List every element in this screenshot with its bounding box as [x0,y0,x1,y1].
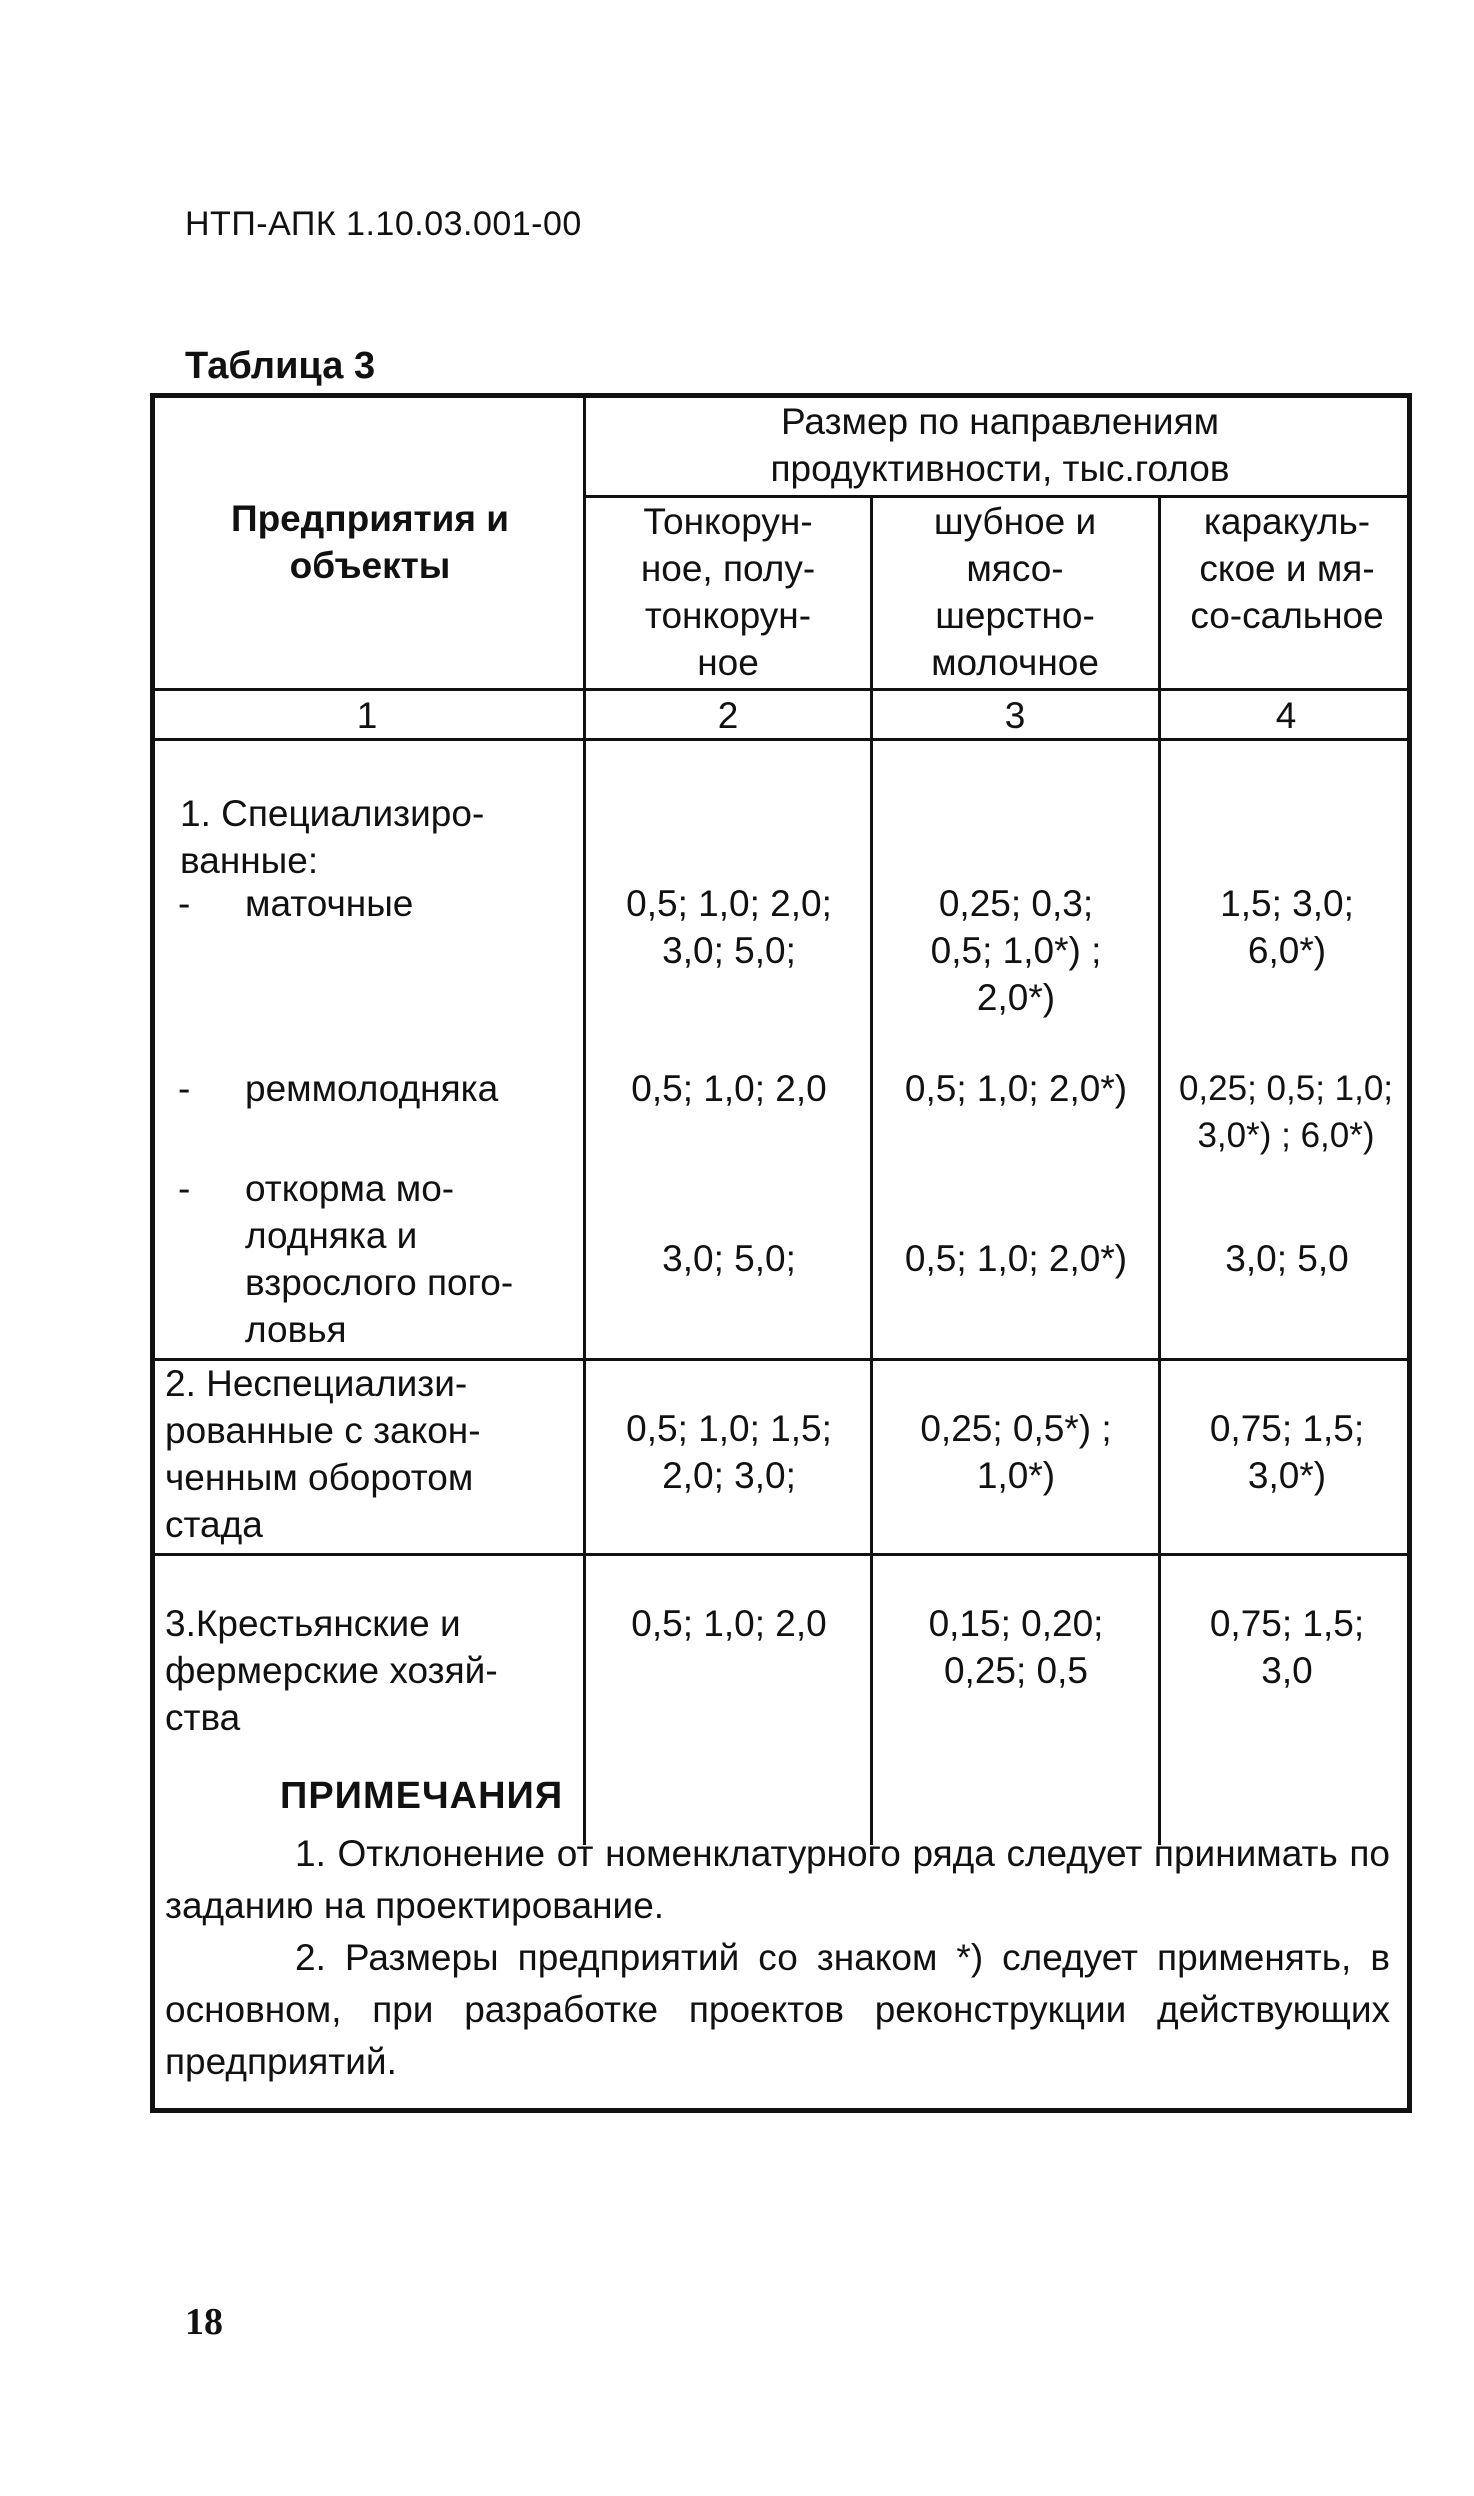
row-breeding-dash: - [178,883,191,924]
row-replacement-label: реммолодняка [245,1068,499,1109]
row-fattening-label: откорма мо- лодняка и взрослого пого- ловья [245,1168,514,1350]
col-number-1: 1 [356,695,378,736]
row-peasant-farms-label: 3.Крестьянские и фермерские хозяй- ства [165,1603,498,1738]
row-breeding-label: маточные [245,883,414,924]
header-fine-wool: Тонкорун- ное, полу- тонкорун- ное [640,501,816,683]
col-number-4: 4 [1275,695,1297,736]
note-1: 1. Отклонение от номенклатурного ряда следует принимать по заданию на проектирование. [165,1833,1390,1926]
row-peasant-farms-col4: 0,75; 1,5; 3,0 [1209,1603,1365,1691]
row-fattening-col4: 3,0; 5,0 [1225,1238,1349,1279]
row-specialized-title: 1. Специализиро- ванные: [180,793,485,881]
note-2: 2. Размеры предприятий со знаком *) следует применять, в основном, при разработке проектов реконструкции действующих предприятий. [165,1937,1390,2082]
header-bottom-line [152,688,1410,691]
row-nonspecialized-col2: 0,5; 1,0; 1,5; 2,0; 3,0; [626,1408,832,1496]
row-divider-2 [152,1553,1410,1556]
row-peasant-farms-col3: 0,15; 0,20; 0,25; 0,5 [928,1603,1104,1691]
row-breeding-col3: 0,25; 0,3; 0,5; 1,0*) ; 2,0*) [930,883,1102,1018]
row-breeding-col4: 1,5; 3,0; 6,0*) [1220,883,1354,971]
row-breeding-col2: 0,5; 1,0; 2,0; 3,0; 5,0; [626,883,832,971]
col-divider-1 [583,395,586,1845]
row-nonspecialized-col4: 0,75; 1,5; 3,0*) [1209,1408,1365,1496]
row-replacement-col4: 0,25; 0,5; 1,0; 3,0*) ; 6,0*) [1178,1069,1394,1155]
row-replacement-dash: - [178,1068,191,1109]
row-fattening-col3: 0,5; 1,0; 2,0*) [904,1238,1128,1279]
table-caption: Таблица 3 [185,345,376,387]
row-fattening-dash: - [178,1168,191,1209]
page-number: 18 [185,2301,223,2343]
header-karakul: каракуль- ское и мя- со-сальное [1190,501,1384,636]
header-size-group: Размер по направлениям продуктивности, тыс.голов [770,401,1230,489]
row-replacement-col2: 0,5; 1,0; 2,0 [631,1068,827,1109]
notes-title: ПРИМЕЧАНИЯ [280,1775,564,1817]
row-nonspecialized-label: 2. Неспециализи- рованные с закон- ченным оборотом стада [165,1363,481,1545]
row-fattening-col2: 3,0; 5,0; [662,1238,796,1279]
col-number-3: 3 [1004,695,1026,736]
row-replacement-col3: 0,5; 1,0; 2,0*) [904,1068,1128,1109]
header-sheepskin: шубное и мясо- шерстно- молочное [931,501,1099,683]
col-number-2: 2 [717,695,739,736]
document-code: НТП-АПК 1.10.03.001-00 [185,205,582,243]
row-peasant-farms-col2: 0,5; 1,0; 2,0 [631,1603,827,1644]
row-nonspecialized-col3: 0,25; 0,5*) ; 1,0*) [920,1408,1112,1496]
header-enterprises: Предприятия и объекты [230,498,510,586]
